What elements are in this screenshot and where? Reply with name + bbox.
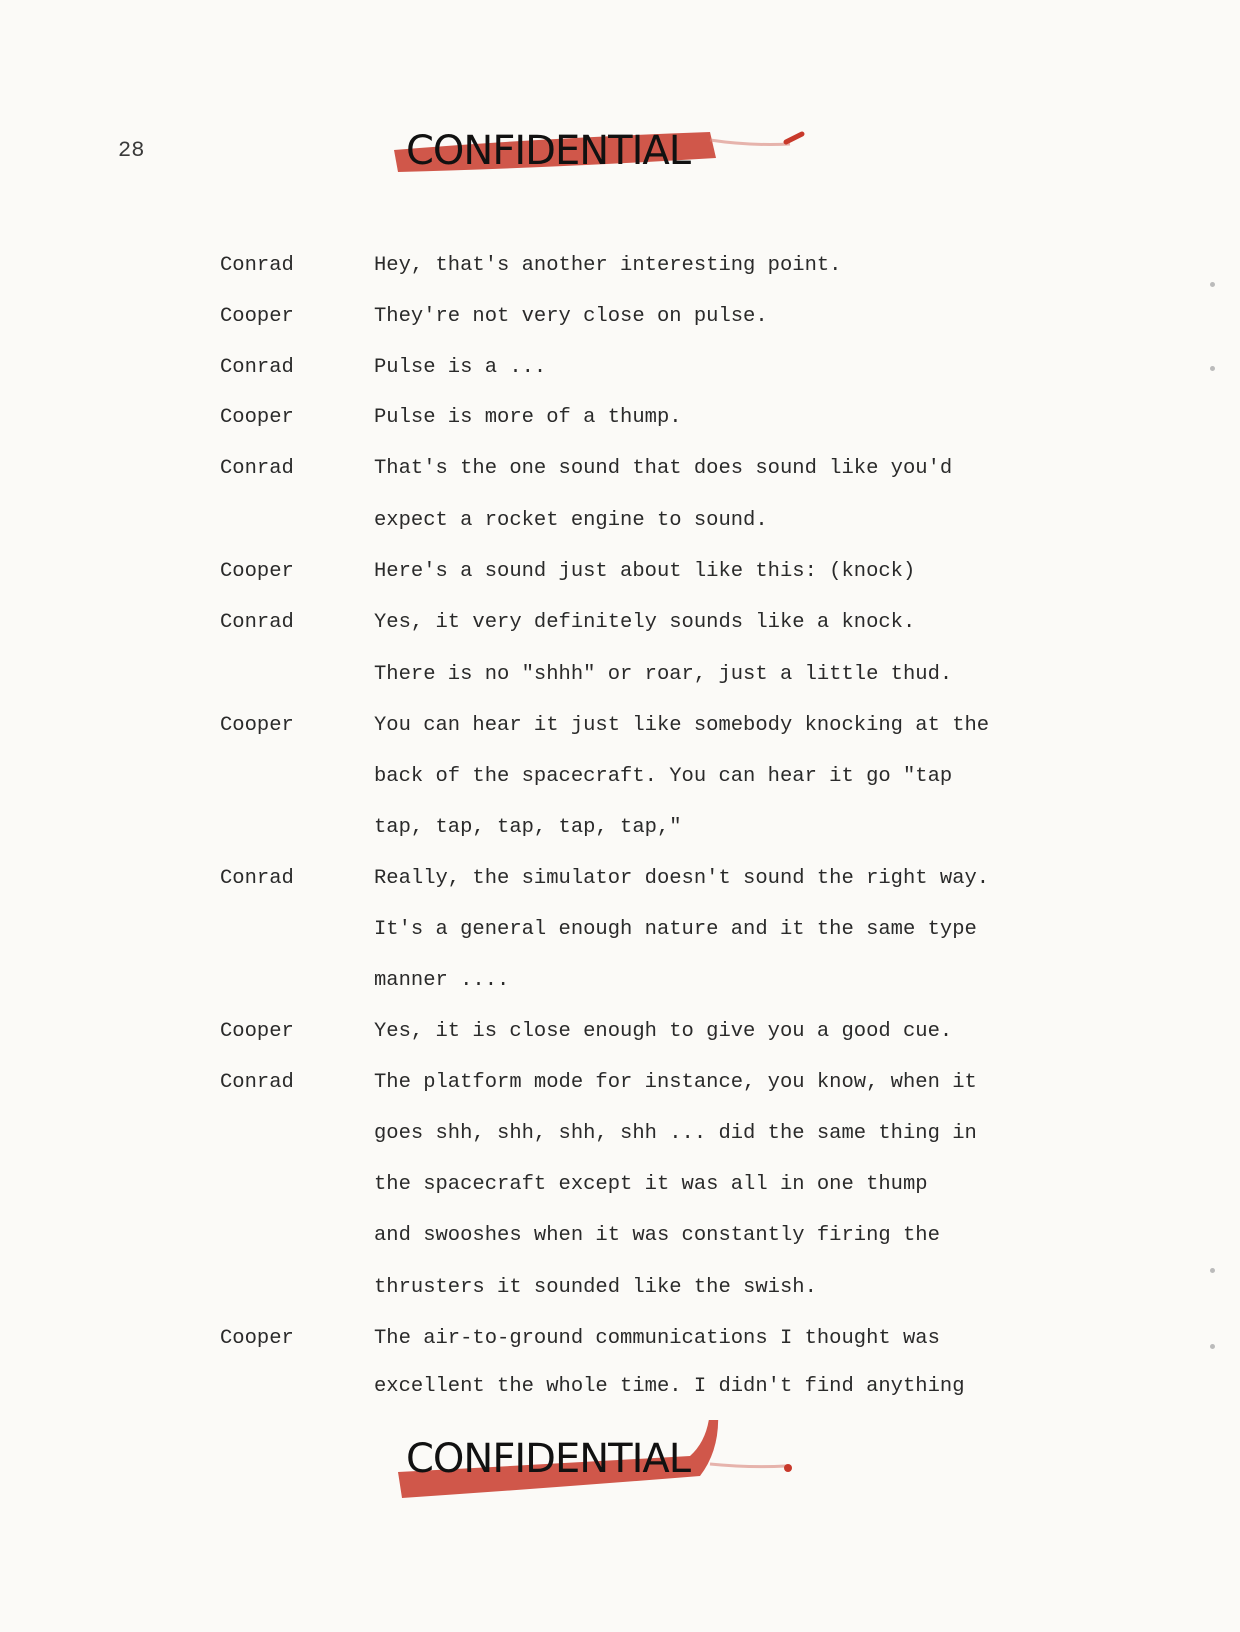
edge-mark [1210, 282, 1215, 287]
confidential-stamp-bottom [390, 1420, 850, 1510]
transcript-line [0, 560, 1240, 590]
speech-text: the spacecraft except it was all in one thump [374, 1173, 928, 1196]
speech-text: and swooshes when it was constantly firing the [374, 1224, 940, 1247]
transcript-line [0, 867, 1240, 897]
speech-text: Hey, that's another interesting point. [374, 254, 842, 277]
speech-text: Yes, it very definitely sounds like a knock. [374, 611, 916, 634]
speech-text: tap, tap, tap, tap, tap," [374, 816, 682, 839]
speech-text: excellent the whole time. I didn't find anything [374, 1375, 965, 1398]
speech-text: Really, the simulator doesn't sound the right way. [374, 867, 990, 890]
transcript-line [0, 457, 1240, 487]
confidential-label-bottom: CONFIDENTIAL [406, 1436, 691, 1482]
speech-text: The platform mode for instance, you know, when it [374, 1071, 977, 1094]
speaker-name: Cooper [220, 406, 294, 429]
transcript-line [0, 816, 1240, 846]
transcript-line [0, 1071, 1240, 1101]
edge-mark [1210, 1344, 1215, 1349]
speaker-name: Conrad [220, 356, 294, 379]
speech-text: There is no "shhh" or roar, just a little thud. [374, 663, 953, 686]
speaker-name: Cooper [220, 714, 294, 737]
speaker-name: Conrad [220, 611, 294, 634]
transcript-line [0, 1173, 1240, 1203]
speech-text: Pulse is more of a thump. [374, 406, 682, 429]
transcript-line [0, 509, 1240, 539]
transcript-line [0, 714, 1240, 744]
transcript-line [0, 611, 1240, 641]
speaker-name: Conrad [220, 457, 294, 480]
transcript-line [0, 1122, 1240, 1152]
transcript-line [0, 356, 1240, 386]
transcript-line [0, 406, 1240, 436]
speaker-name: Cooper [220, 1327, 294, 1350]
speaker-name: Conrad [220, 1071, 294, 1094]
speech-text: manner .... [374, 969, 510, 992]
speaker-name: Cooper [220, 305, 294, 328]
transcript-line [0, 1224, 1240, 1254]
confidential-stamp-top [390, 110, 850, 200]
speech-text: They're not very close on pulse. [374, 305, 768, 328]
speech-text: Pulse is a ... [374, 356, 547, 379]
transcript-line [0, 663, 1240, 693]
speech-text: The air-to-ground communications I thought was [374, 1327, 940, 1350]
speech-text: Here's a sound just about like this: (knock) [374, 560, 916, 583]
speaker-name: Conrad [220, 867, 294, 890]
transcript-line [0, 918, 1240, 948]
transcript-line [0, 1327, 1240, 1357]
speech-text: It's a general enough nature and it the same type [374, 918, 977, 941]
confidential-label-top: CONFIDENTIAL [406, 128, 691, 174]
transcript-line [0, 969, 1240, 999]
speech-text: You can hear it just like somebody knocking at the [374, 714, 990, 737]
speech-text: expect a rocket engine to sound. [374, 509, 768, 532]
speech-text: back of the spacecraft. You can hear it go "tap [374, 765, 953, 788]
speaker-name: Conrad [220, 254, 294, 277]
speech-text: Yes, it is close enough to give you a good cue. [374, 1020, 953, 1043]
transcript-line [0, 765, 1240, 795]
edge-mark [1210, 1268, 1215, 1273]
speaker-name: Cooper [220, 1020, 294, 1043]
page-number: 28 [118, 138, 145, 163]
speech-text: That's the one sound that does sound like you'd [374, 457, 953, 480]
speaker-name: Cooper [220, 560, 294, 583]
transcript-line [0, 1375, 1240, 1405]
transcript-line [0, 254, 1240, 284]
transcript-line [0, 305, 1240, 335]
speech-text: goes shh, shh, shh, shh ... did the same thing in [374, 1122, 977, 1145]
speech-text: thrusters it sounded like the swish. [374, 1276, 817, 1299]
transcript-line [0, 1276, 1240, 1306]
edge-mark [1210, 366, 1215, 371]
transcript-line [0, 1020, 1240, 1050]
